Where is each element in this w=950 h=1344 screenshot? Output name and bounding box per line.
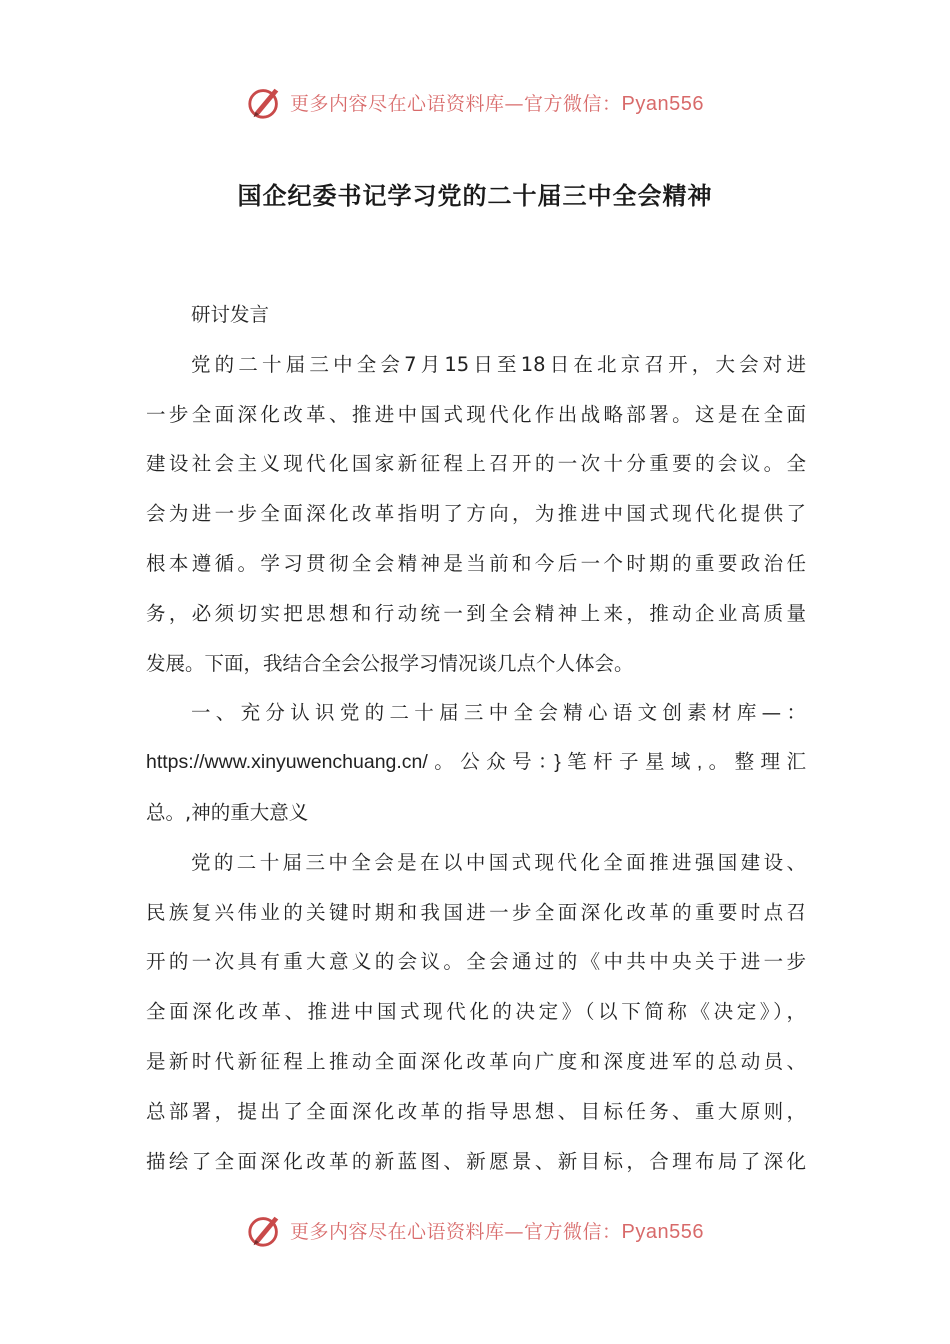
paragraph-line: 发展。下面，我结合全会公报学习情况谈几点个人体会。 [146,651,634,675]
paragraph-line: 一步全面深化改革、推进中国式现代化作出战略部署。这是在全面 [146,402,806,426]
paragraph-line: 建设社会主义现代化国家新征程上召开的一次十分重要的会议。全 [146,452,806,476]
header-banner-text [290,89,704,116]
paragraph-line: 总部署，提出了全面深化改革的指导思想、目标任务、重大原则， [146,1099,806,1123]
pen-circle-logo-icon [246,83,284,121]
paragraph-line: 民族复兴伟业的关键时期和我国进一步全面深化改革的重要时点召 [146,900,806,924]
paragraph-line: 描绘了全面深化改革的新蓝图、新愿景、新目标，合理布局了深化 [146,1149,806,1173]
footer-banner-wechat-id: Pyan556 [621,1220,704,1243]
header-banner [0,80,950,124]
paragraph-line: 全面深化改革、推进中国式现代化的决定》（以下简称《决定》）， [146,1000,806,1024]
document-body [146,290,806,1186]
section-heading-line: 一、充分认识党的二十届三中全会精心语文创素材库—： [191,701,806,725]
document-title: 国企纪委书记学习党的二十届三中全会精神 [237,182,713,210]
paragraph-line: 根本遵循。学习贯彻全会精神是当前和今后一个时期的重要政治任 [146,551,806,575]
section-heading-url-line: https://www.xinyuwenchuang.cn/。公众号：}笔杆子星域,。整理汇 [146,751,806,774]
paragraph-line: 党的二十届三中全会7月15日至18日在北京召开，大会对进 [191,352,806,376]
paragraph-line: 是新时代新征程上推动全面深化改革向广度和深度进军的总动员、 [146,1049,806,1073]
header-banner-wechat-id: Pyan556 [621,92,704,115]
paragraph-line: 务，必须切实把思想和行动统一到全会精神上来，推动企业高质量 [146,601,806,625]
pen-circle-logo-icon [246,1211,284,1249]
section-heading-line: 总。,神的重大意义 [146,800,309,824]
footer-banner-text [290,1217,704,1244]
header-banner-cn: 更多内容尽在心语资料库—官方微信： [290,92,622,115]
paragraph-line: 开的一次具有重大意义的会议。全会通过的《中共中央关于进一步 [146,950,806,974]
paragraph-line: 研讨发言 [191,303,270,326]
paragraph-line: 会为进一步全面深化改革指明了方向，为推进中国式现代化提供了 [146,502,806,526]
footer-banner-cn: 更多内容尽在心语资料库—官方微信： [290,1220,622,1243]
paragraph-line: 党的二十届三中全会是在以中国式现代化全面推进强国建设、 [191,850,806,874]
footer-banner [0,1208,950,1252]
